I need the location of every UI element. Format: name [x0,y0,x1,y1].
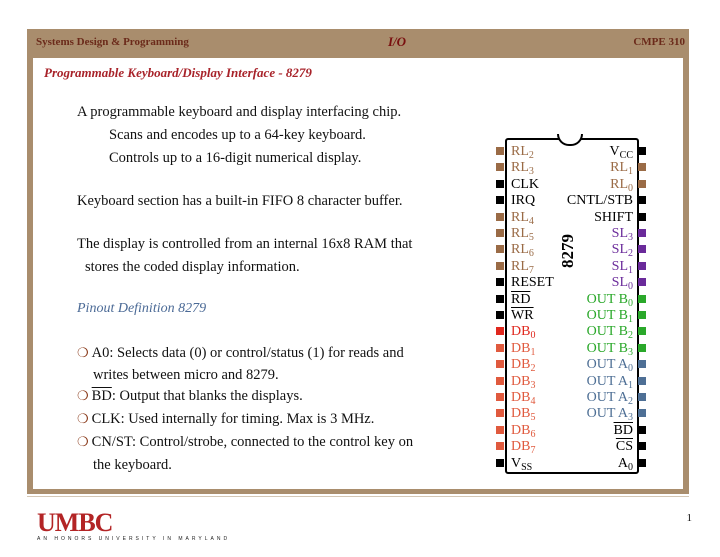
right-pin-marker [638,377,646,385]
pin-name: SL [611,258,628,274]
pin-name: SL [611,275,628,291]
right-pin-marker [638,311,646,319]
right-pin-marker [638,262,646,270]
left-pin-label [511,390,535,405]
bullet-icon: ❍ [77,434,89,449]
left-pin-label [511,144,534,159]
left-pin-label [511,374,535,389]
right-pin-marker [638,459,646,467]
right-pin-marker [638,393,646,401]
pin-index: 0 [628,461,633,473]
left-pin-label [511,160,534,178]
right-pin-label [587,374,633,389]
left-pin-marker [496,180,504,188]
pin-name: DB [511,357,531,373]
pin-name: OUT B [586,340,628,356]
pin-name: $\overline{CS}$ [615,439,633,455]
left-pin-label [511,439,536,457]
pin-name: RL [511,160,529,176]
pin-name: RL [511,226,529,241]
left-pin-label [511,456,532,471]
right-pin-marker [638,213,646,221]
left-pin-label [511,324,536,342]
right-pin-label [612,259,633,274]
right-pin-label [610,177,633,192]
pin-name: DB [511,373,531,389]
bullet-item [77,434,413,451]
bullet-item [77,345,404,362]
left-pin-label [511,226,534,241]
right-pin-label [586,357,633,375]
logo-tagline: AN HONORS UNIVERSITY IN MARYLAND [37,536,231,542]
chip-name: 8279 [558,234,577,268]
pin-index: 0 [530,330,536,342]
right-pin-label [587,308,633,323]
left-pin-marker [496,229,504,237]
right-pin-label [610,160,633,178]
pin-index: 1 [628,264,633,276]
pin-index: 1 [628,314,633,325]
pin-index: 3 [528,166,534,178]
right-pin-label [612,226,633,241]
left-pin-marker [496,213,504,221]
pin-index: 2 [530,363,536,375]
right-pin-label [587,292,633,307]
pin-index: 2 [628,248,633,260]
pin-name: V [511,455,522,471]
pin-name: SL [611,226,628,241]
left-pin-marker [496,360,504,368]
bullet-text: : Output that blanks the displays. [111,388,303,404]
left-pin-label [511,177,539,192]
bullet-continuation: writes between micro and 8279. [93,367,279,383]
pin-name: OUT B [586,324,628,340]
course-title: Systems Design & Programming [36,36,189,48]
pin-index: 5 [528,232,534,243]
left-pin-marker [496,327,504,335]
right-pin-label [610,144,633,159]
right-pin-label [614,423,633,438]
pin-name: $\overline{BD}$ [613,422,633,438]
right-pin-marker [638,360,646,368]
left-pin-marker [496,262,504,270]
pin-name: A [617,455,628,471]
pin-name: RESET [511,275,554,291]
right-pin-label [611,242,633,260]
bullet-text: CLK: Used internally for timing. Max is 3 MHz. [91,411,375,427]
right-pin-marker [638,278,646,286]
pin-name: DB [511,406,531,422]
pin-name: RL [511,144,529,159]
pin-name: $\overline{WR}$ [511,308,534,323]
pin-name: RL [511,258,529,274]
right-pin-marker [638,229,646,237]
pin-index: 1 [628,379,633,391]
pin-index: 6 [528,248,534,260]
bullet-term: $\overline{BD}$ [91,388,112,404]
left-pin-label [511,357,536,375]
bullet-item [77,411,374,428]
bullet-icon: ❍ [77,345,89,360]
pin-name: OUT A [586,373,628,389]
bullet-icon: ❍ [77,388,89,403]
pin-index: 2 [628,330,633,342]
umbc-logo: UMBC [37,508,113,537]
body-line: Keyboard section has a built-in FIFO 8 character buffer. [77,193,403,209]
left-pin-marker [496,459,504,467]
pin-name: CNTL/STB [566,193,633,209]
left-pin-marker [496,344,504,352]
pin-name: RL [511,209,529,225]
pin-name: DB [511,340,531,356]
left-pin-label [511,308,534,323]
right-pin-marker [638,426,646,434]
pin-index: 1 [628,166,633,178]
pin-name: OUT B [586,308,628,323]
right-pin-marker [638,180,646,188]
right-pin-marker [638,295,646,303]
right-pin-label [594,210,633,225]
left-pin-label [511,259,534,274]
left-pin-label [511,210,534,225]
section-title: I/O [388,34,407,49]
course-code: CMPE 310 [633,36,685,48]
pin-name: RL [610,176,628,192]
left-pin-marker [496,409,504,417]
pin-index: 0 [628,281,633,293]
right-pin-marker [638,196,646,204]
right-pin-label [587,341,633,356]
pin-index: 3 [628,232,633,243]
body-line: A programmable keyboard and display interfacing chip. [77,104,402,120]
right-pin-label [616,439,633,454]
bullet-item [77,388,303,405]
pin-name: SL [611,242,628,258]
pin-name: OUT A [586,357,628,373]
left-pin-label [511,275,554,290]
body-line: stores the coded display information. [85,259,300,275]
left-pin-marker [496,196,504,204]
right-pin-label [586,324,633,342]
right-pin-label [567,193,633,208]
left-pin-label [511,341,535,356]
left-pin-marker [496,311,504,319]
pin-name: OUT A [586,390,628,405]
body-line: The display is controlled from an internal 16x8 RAM that [77,236,413,252]
left-pin-label [511,292,530,307]
right-pin-marker [638,245,646,253]
bullet-text: CN/ST: Control/strobe, connected to the control key on [91,434,414,450]
pin-index: 0 [628,363,633,375]
body-line: Scans and encodes up to a 64-key keyboard. [109,127,366,143]
left-pin-marker [496,393,504,401]
right-pin-label [618,456,633,471]
pin-index: 4 [530,396,536,407]
bullet-icon: ❍ [77,411,89,426]
pin-index: 4 [528,215,534,227]
pin-name: V [609,144,620,159]
pin-index: 5 [530,412,536,424]
pin-index: 2 [528,150,534,161]
left-pin-label [511,242,534,260]
left-pin-marker [496,426,504,434]
right-pin-marker [638,163,646,171]
slide-title: Programmable Keyboard/Display Interface - 8279 [44,65,312,80]
left-pin-marker [496,442,504,450]
left-pin-marker [496,147,504,155]
pin-name: OUT A [586,406,628,422]
pin-index: 3 [628,346,633,358]
right-pin-marker [638,442,646,450]
pinout-heading: Pinout Definition 8279 [77,301,207,316]
pin-index: SS [521,461,533,473]
left-pin-marker [496,377,504,385]
left-pin-label [511,406,536,424]
pin-index: 1 [530,346,536,358]
pin-index: 0 [628,297,633,309]
left-pin-marker [496,245,504,253]
right-pin-label [611,275,633,293]
pin-name: DB [511,324,531,340]
left-pin-label [511,193,535,208]
pin-name: DB [511,422,531,438]
bullet-continuation: the keyboard. [93,457,172,473]
footer-divider [27,496,689,497]
left-pin-marker [496,295,504,303]
page-number: 1 [686,512,692,524]
pin-name: DB [511,439,531,455]
pin-name: DB [511,390,531,405]
right-pin-label [587,390,633,405]
pin-index: 3 [530,379,536,391]
pin-name: RL [511,242,529,258]
body-line: Controls up to a 16-digit numerical display. [109,150,362,166]
pin-index: 3 [628,412,633,424]
pin-index: CC [619,150,633,161]
pin-name: OUT B [586,291,628,307]
bullet-text: A0: Selects data (0) or control/status (1) for reads and [91,345,404,361]
pin-index: 2 [628,396,633,407]
right-pin-marker [638,409,646,417]
right-pin-marker [638,327,646,335]
right-pin-marker [638,147,646,155]
right-pin-marker [638,344,646,352]
pin-name: RL [610,160,628,176]
left-pin-marker [496,278,504,286]
pin-index: 7 [530,445,536,457]
pin-name: IRQ [511,193,536,209]
pin-name: CLK [511,176,539,192]
left-pin-marker [496,163,504,171]
pin-name: SHIFT [594,209,633,225]
right-pin-label [586,406,633,424]
pin-index: 7 [528,264,534,276]
left-pin-label [511,423,535,438]
pin-index: 0 [628,182,633,194]
pin-index: 6 [530,428,536,440]
pin-name: $\overline{RD}$ [511,291,531,307]
